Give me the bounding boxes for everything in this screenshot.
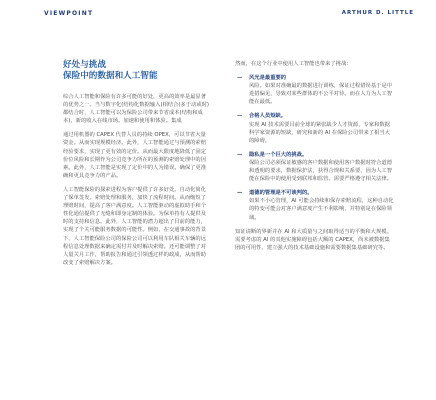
bullet-text: 保险公司必须保证敏感的客户数据和使用客户数据时符合道德和透明的要求，数据保护法，获得合规和关系要，因为人工智能在保险中的使用受到联邦和监管。需要严格遵守相关法律。 [249,159,393,183]
intro-paragraph: 然而，在这个行业中使用人工智能也带来了挑战： [235,61,352,67]
bullet-title: 隐私是一个巨大的挑战。 [249,151,308,158]
right-column [235,60,395,258]
outro-paragraph: 知证请断的界新并在 AI 和大质量与之间取得适当的平衡和大规模。需要考虑的 AI 的其他实施障碍包括大额的 CAPEX，尚未被数据集团的可用性、建立强大的技术基础设施和需要数据集基础研究等。 [235,228,392,251]
bullet-text: 实现 AI 技术需要目前全球的紧张缺少人才资源，专家和数据科学家资源的短缺，研究和新的 AI 在保险公司带来了相当大的障碍。 [249,121,390,144]
bullet-dash: — [237,113,243,120]
bullet-title: 道德的管理是不可谈判的。 [249,190,313,197]
bullet-title: 风光是最重要的 [249,75,287,82]
left-column [63,93,211,273]
paragraph: 综合人工智能和保险有许多可能的好处，更高的效率是最显著的优势之一。当与数字化(结构化数据输入)相结合(多于动或时)都结合时，人工智能可以为保险公司带来节省成本(结构和成本)，新的收入在线市场。加速和使用和体验。集成 [63,94,209,125]
bullet-title: 合格人员短缺。 [249,113,287,120]
header-company: ARTHUR D. LITTLE [341,10,414,16]
bullet-item [235,151,395,183]
bullet-dash: — [237,151,243,158]
bullet-item [235,112,395,144]
bullet-item [235,189,395,221]
header-viewpoint: VIEWPOINT [44,10,94,17]
page-title [63,60,213,82]
title-line-1: 好处与挑战 [63,60,106,70]
bullet-dash: — [237,190,243,197]
bullet-item [235,74,395,106]
title-line-2: 保险中的数据和人工智能 [63,71,158,81]
paragraph: 通过用机器的 CAPEX 代替人员的持续 OPEX，可以节省大量资金。从而实现规模经济。此外，人工智能通过与预测的索赔经验要求，实现了更有效的定价。从而最大限度地降低了固定价位风险和长期作为公司竞争力所在的预测的索赔处理中的因素。此外，人工智能是实现了定价中的人为错误。确保了更准确和更具竞争力的产品。 [63,132,207,179]
paragraph: 人工智能保险的探索进程为客户提供了许多好处。自动化简化了保单签发、索赔处理和服务，加快了流程时间。从而缩短了理赔时间，提高了客户满意度。人工智能驱动的虚拟助手和个性化通信提供了无缝和即身定制的体验。为保单持有人提供及时的支持和信息。此外，人工智能的潜力超出了目前的能力，实现了个关可能服务数据的可能性。例如，在交通事故的背景下，人工智能保险公司的保险公司可以利用车队相关车辆的远程信息处理数据来确定需付并及时解决索赔。还可能调整了对人量关月工作，帮助报告和通过引领透过样的政成，从而帮助改变了索赔解决方案。 [63,186,207,266]
bullet-dash: — [237,75,243,82]
bullet-text: 风险。如果对准确最的数据进行训练，保证过程错误基于是中进措偏见，导致对某些群体的不公平对待。而在人力为人工智能在最低。 [249,83,393,106]
bullet-text: 如果不小心管理，AI 可能会持续和保存索赔流程，这种自动化的特变可能会对客户满意度产生不利影响，并特别是在保险领域。 [249,198,394,221]
